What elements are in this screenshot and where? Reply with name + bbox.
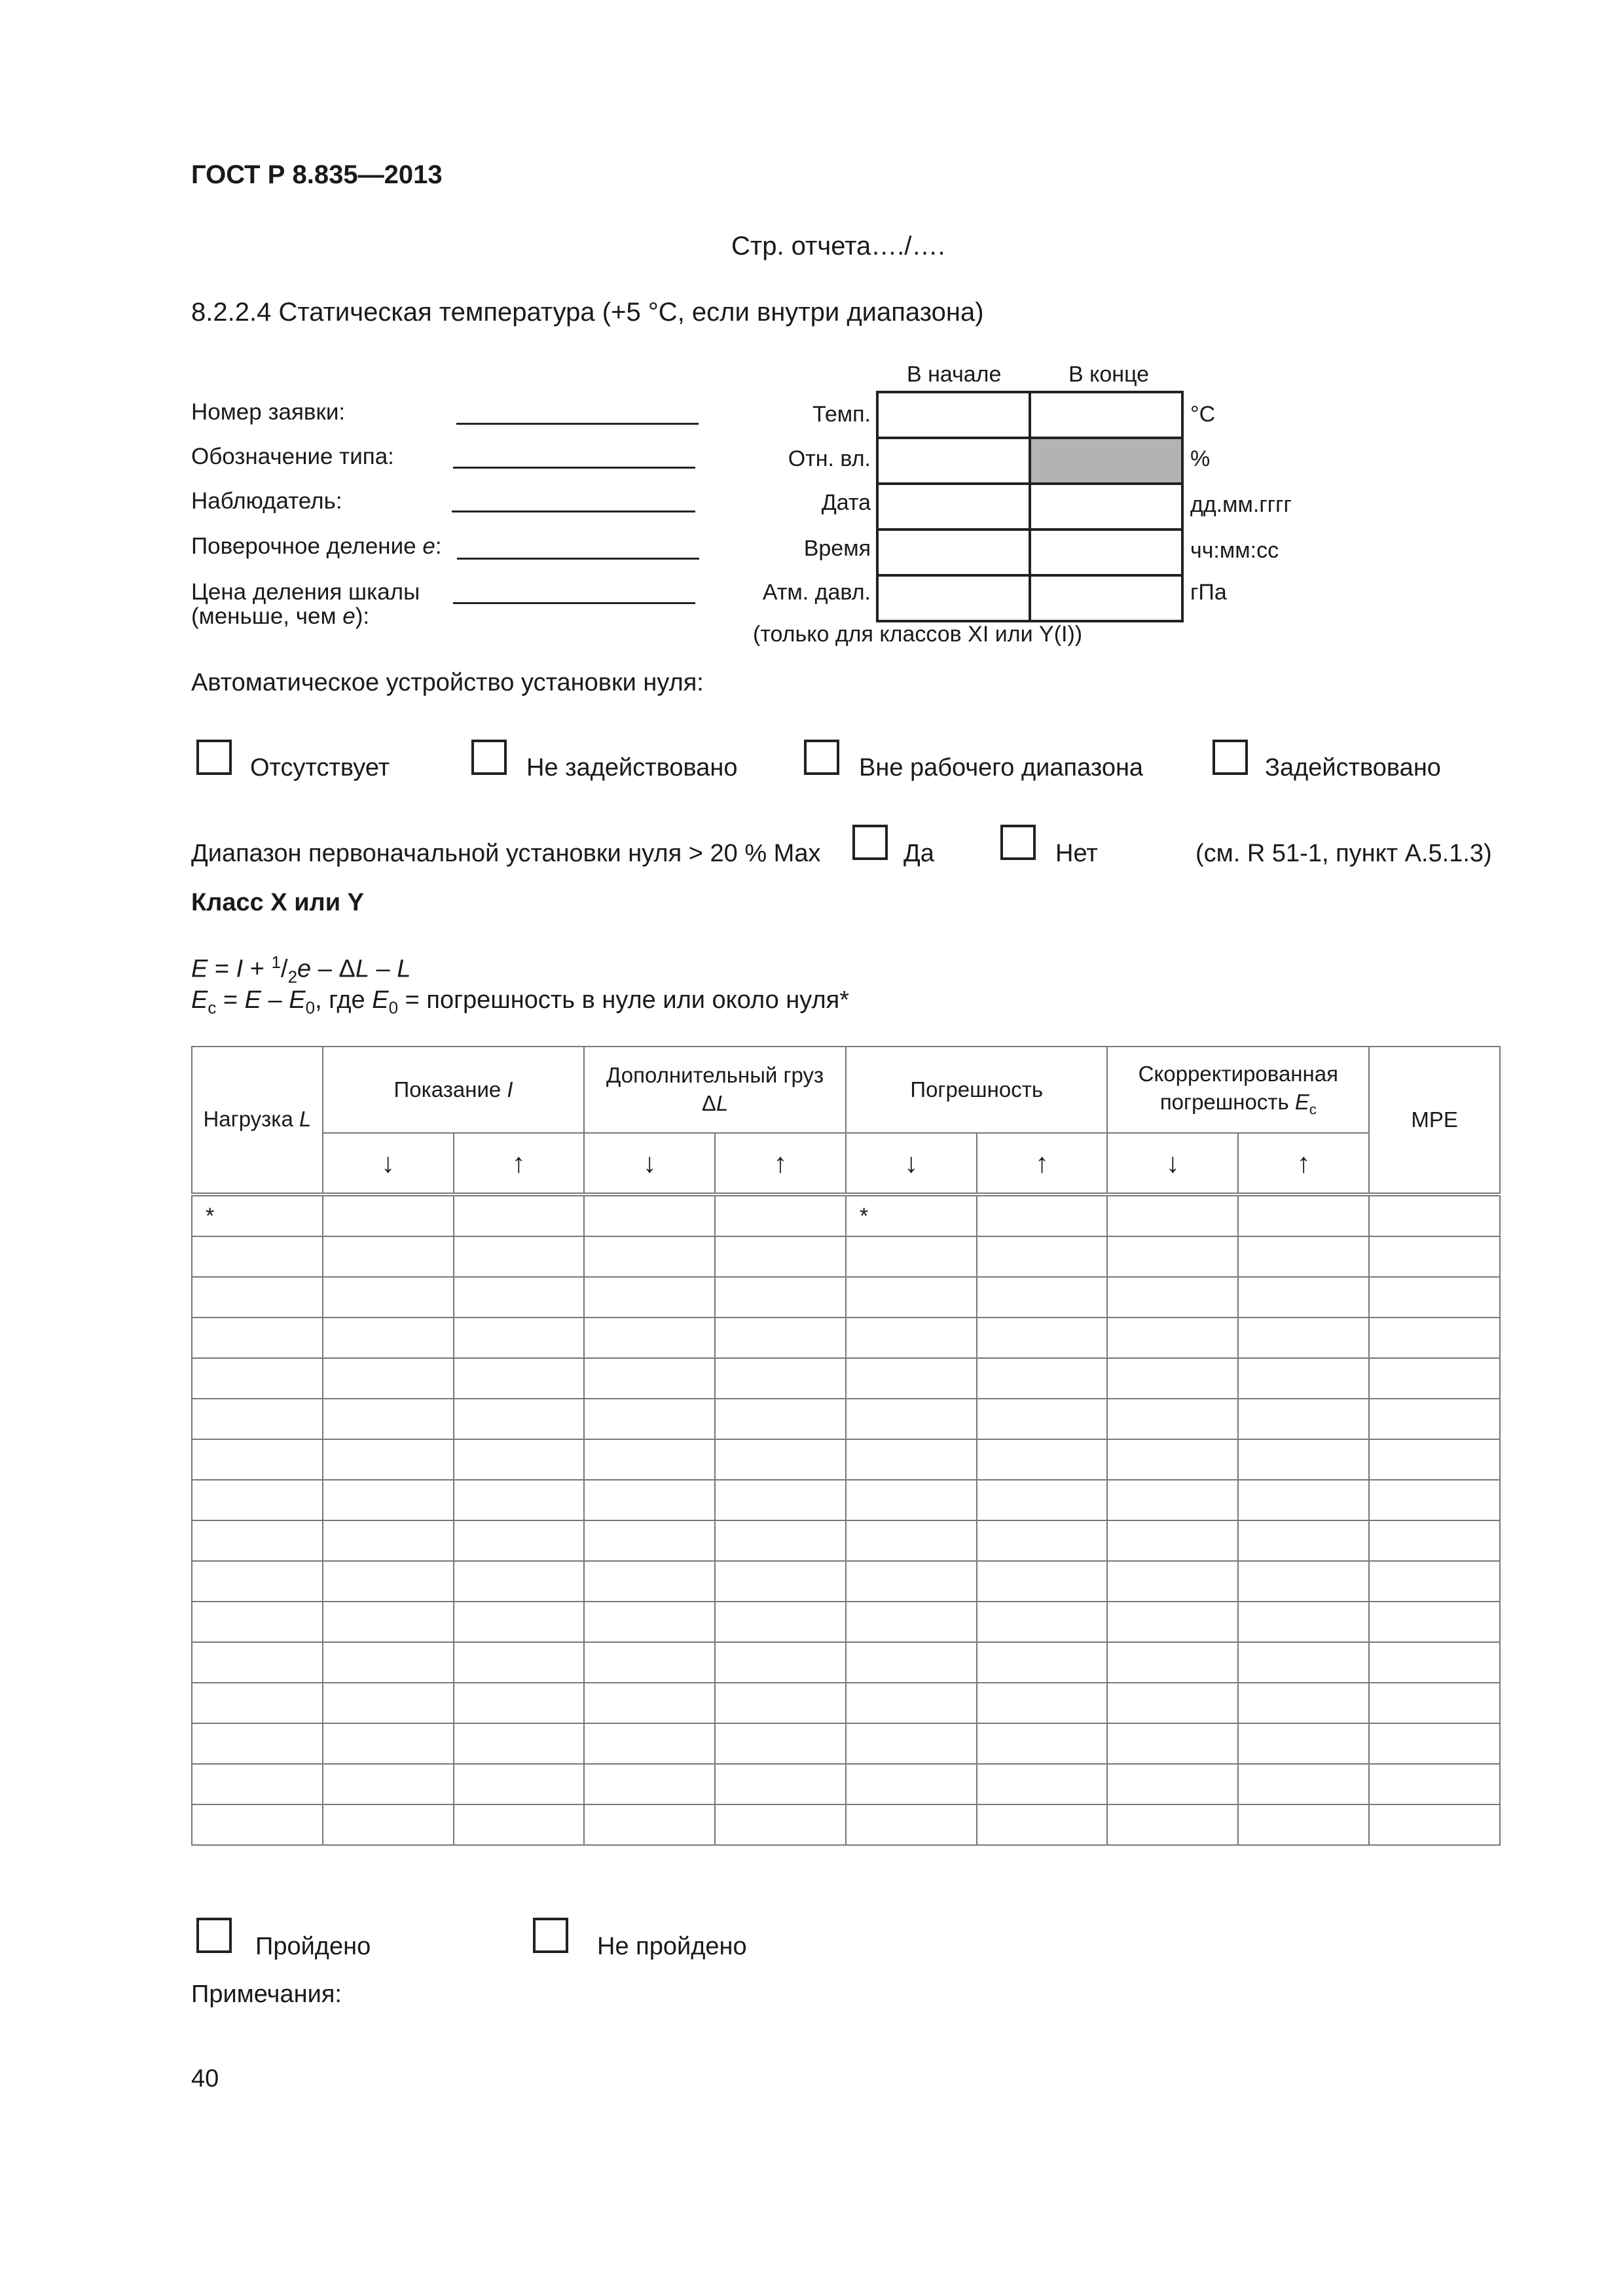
table-row [192,1642,1500,1683]
table-cell[interactable] [1107,1277,1238,1318]
table-cell[interactable] [192,1602,323,1642]
table-cell[interactable] [715,1439,846,1480]
table-cell[interactable] [1238,1561,1369,1602]
table-cell[interactable] [454,1318,585,1358]
table-row [192,1236,1500,1277]
table-cell[interactable] [192,1277,323,1318]
table-cell[interactable] [323,1642,454,1683]
table-cell[interactable] [323,1318,454,1358]
reading-down-arrow: ↓ [323,1133,454,1194]
out-of-range-label: Вне рабочего диапазона [859,754,1144,781]
env-row-label: Дата [821,490,871,515]
table-row [192,1358,1500,1399]
table-cell[interactable] [1238,1194,1369,1236]
table-row [192,1602,1500,1642]
env-unit: чч:мм:сс [1190,538,1279,563]
table-cell[interactable] [1369,1642,1500,1683]
table-cell[interactable] [715,1358,846,1399]
table-cell[interactable] [977,1439,1108,1480]
table-cell[interactable] [323,1480,454,1520]
table-cell[interactable] [1369,1723,1500,1764]
table-cell[interactable] [1369,1764,1500,1804]
table-cell[interactable] [977,1318,1108,1358]
table-cell[interactable] [1238,1642,1369,1683]
scale-division-field[interactable] [453,602,695,604]
temp-end-cell[interactable] [1030,392,1182,438]
table-cell[interactable] [1107,1642,1238,1683]
table-cell[interactable] [977,1561,1108,1602]
table-cell[interactable] [846,1480,977,1520]
table-cell[interactable] [454,1561,585,1602]
standard-header: ГОСТ Р 8.835—2013 [191,160,443,189]
table-cell[interactable] [1369,1602,1500,1642]
env-col-start: В начале [907,362,1002,387]
table-row [192,1683,1500,1723]
col-corrected-error: Скорректированная погрешность $E_c$ [1107,1047,1369,1133]
table-cell[interactable] [1369,1236,1500,1277]
table-cell[interactable] [1238,1764,1369,1804]
humidity-start-cell[interactable] [877,438,1030,484]
table-cell[interactable] [1238,1236,1369,1277]
table-row [192,1561,1500,1602]
table-cell[interactable] [846,1561,977,1602]
table-cell[interactable] [1107,1439,1238,1480]
table-cell[interactable] [977,1358,1108,1399]
application-number-label: Номер заявки: [191,399,346,425]
env-col-end: В конце [1068,362,1150,387]
col-extra-load: Дополнительный груз ΔL [584,1047,846,1133]
table-cell[interactable] [454,1520,585,1561]
table-cell[interactable] [846,1399,977,1439]
corrected-down-arrow: ↓ [1107,1133,1238,1194]
zero-device-title: Автоматическое устройство установки нуля: [191,669,704,696]
time-end-cell[interactable] [1030,529,1182,575]
table-cell[interactable] [1107,1236,1238,1277]
type-designation-field[interactable] [453,467,695,469]
table-cell[interactable] [584,1277,715,1318]
table-cell[interactable] [1238,1480,1369,1520]
table-cell[interactable] [323,1561,454,1602]
env-unit: % [1190,446,1211,471]
table-row [192,1480,1500,1520]
table-cell[interactable] [192,1358,323,1399]
table-cell[interactable] [323,1723,454,1764]
table-cell[interactable] [584,1236,715,1277]
zero-range-no-label: Нет [1055,840,1098,867]
table-cell[interactable] [977,1642,1108,1683]
table-cell[interactable] [454,1804,585,1845]
table-cell[interactable] [1238,1683,1369,1723]
env-row-label: Время [803,536,871,561]
not-engaged-checkbox[interactable] [471,740,507,775]
table-cell[interactable] [192,1683,323,1723]
env-row-label: Отн. вл. [788,446,871,471]
table-cell[interactable] [454,1764,585,1804]
table-cell[interactable] [977,1520,1108,1561]
table-cell[interactable] [1238,1358,1369,1399]
absent-label: Отсутствует [250,754,390,781]
table-cell[interactable] [1369,1194,1500,1236]
table-cell[interactable] [584,1642,715,1683]
table-cell[interactable] [977,1480,1108,1520]
table-cell[interactable] [715,1642,846,1683]
zero-range-no-checkbox[interactable] [1000,825,1036,860]
table-cell[interactable] [584,1723,715,1764]
table-cell[interactable] [1107,1399,1238,1439]
table-cell[interactable] [454,1236,585,1277]
table-cell[interactable] [1238,1439,1369,1480]
table-cell[interactable] [846,1236,977,1277]
table-cell[interactable] [1238,1804,1369,1845]
table-cell[interactable] [584,1399,715,1439]
table-cell[interactable] [1238,1723,1369,1764]
table-cell[interactable] [192,1764,323,1804]
table-cell[interactable] [977,1277,1108,1318]
col-load: Нагрузка L [192,1047,323,1194]
table-cell[interactable] [846,1642,977,1683]
table-row [192,1520,1500,1561]
humidity-end-cell-disabled [1030,438,1182,484]
table-cell[interactable] [715,1602,846,1642]
table-cell[interactable] [977,1683,1108,1723]
table-cell[interactable] [715,1804,846,1845]
table-cell[interactable] [715,1723,846,1764]
table-cell[interactable] [846,1683,977,1723]
table-cell[interactable] [715,1194,846,1236]
table-cell[interactable] [1238,1520,1369,1561]
report-page-reference: Стр. отчета…./…. [731,232,945,260]
zero-range-question: Диапазон первоначальной установки нуля > 20 % Max [191,840,821,867]
table-cell[interactable] [977,1194,1108,1236]
table-cell[interactable] [1369,1480,1500,1520]
table-cell[interactable] [715,1277,846,1318]
table-cell[interactable] [846,1723,977,1764]
zero-range-yes-label: Да [903,840,934,867]
table-cell[interactable] [1107,1318,1238,1358]
table-cell[interactable] [977,1804,1108,1845]
table-cell[interactable] [1238,1318,1369,1358]
table-cell[interactable] [192,1561,323,1602]
table-cell[interactable] [454,1277,585,1318]
date-end-cell[interactable] [1030,484,1182,529]
table-cell[interactable] [584,1318,715,1358]
table-cell[interactable] [1107,1683,1238,1723]
table-cell[interactable] [323,1399,454,1439]
table-cell[interactable] [454,1439,585,1480]
env-unit: °C [1190,402,1216,427]
error-down-arrow: ↓ [846,1133,977,1194]
table-cell[interactable] [977,1764,1108,1804]
formula-corrected-error: $E_c = E - E_0$, где $E_0$ = погрешность в нуле или около нуля* [191,986,849,1018]
not-engaged-label: Не задействовано [526,754,738,781]
table-cell[interactable] [584,1480,715,1520]
table-cell[interactable] [977,1236,1108,1277]
table-cell[interactable] [584,1683,715,1723]
col-error: Погрешность [846,1047,1108,1133]
pressure-start-cell[interactable] [877,575,1030,621]
table-cell[interactable] [1369,1804,1500,1845]
table-cell[interactable] [715,1561,846,1602]
table-cell[interactable] [846,1358,977,1399]
table-cell[interactable] [977,1602,1108,1642]
env-table-note: (только для классов XI или Y(I)) [753,622,1083,647]
table-cell[interactable] [1369,1399,1500,1439]
table-cell[interactable] [323,1520,454,1561]
col-reading: Показание I [323,1047,584,1133]
table-cell[interactable] [323,1358,454,1399]
table-cell[interactable] [846,1602,977,1642]
time-start-cell[interactable] [877,529,1030,575]
table-cell[interactable] [584,1561,715,1602]
table-cell[interactable] [192,1520,323,1561]
table-cell[interactable] [584,1764,715,1804]
table-cell[interactable] [323,1236,454,1277]
type-designation-label: Обозначение типа: [191,444,394,469]
date-start-cell[interactable] [877,484,1030,529]
engaged-checkbox[interactable] [1213,740,1248,775]
table-cell[interactable]: * [846,1194,977,1236]
table-cell[interactable] [715,1318,846,1358]
table-cell[interactable] [192,1399,323,1439]
env-unit: дд.мм.гггг [1190,492,1292,517]
absent-checkbox[interactable] [196,740,232,775]
table-cell[interactable] [715,1764,846,1804]
table-cell[interactable] [454,1602,585,1642]
observer-field[interactable] [452,511,695,512]
table-cell[interactable] [192,1804,323,1845]
table-cell[interactable] [323,1764,454,1804]
table-cell[interactable] [192,1318,323,1358]
table-cell[interactable] [1107,1520,1238,1561]
passed-label: Пройдено [255,1933,371,1960]
temp-start-cell[interactable] [877,392,1030,438]
table-cell[interactable] [323,1804,454,1845]
env-row-label: Атм. давл. [762,580,871,605]
env-row-label: Темп. [812,402,871,427]
table-cell[interactable] [1107,1358,1238,1399]
table-cell[interactable] [192,1439,323,1480]
passed-checkbox[interactable] [196,1918,232,1953]
table-cell[interactable] [1107,1194,1238,1236]
reading-up-arrow: ↑ [454,1133,585,1194]
notes-label: Примечания: [191,1981,342,2008]
verification-division-label: Поверочное деление e: [191,533,442,559]
table-row [192,1723,1500,1764]
table-cell[interactable] [846,1277,977,1318]
table-row [192,1399,1500,1439]
class-heading: Класс X или Y [191,889,364,916]
table-cell[interactable] [323,1683,454,1723]
table-cell[interactable] [454,1683,585,1723]
table-cell[interactable] [1369,1520,1500,1561]
extra-down-arrow: ↓ [584,1133,715,1194]
table-row [192,1804,1500,1845]
table-cell[interactable] [192,1236,323,1277]
table-cell[interactable] [323,1439,454,1480]
table-cell[interactable] [715,1236,846,1277]
measurement-table [191,1046,1501,1846]
table-cell[interactable] [454,1194,585,1236]
col-mpe: MPE [1369,1047,1500,1194]
scale-division-label-line1: Цена деления шкалы [191,579,420,605]
pressure-end-cell[interactable] [1030,575,1182,621]
error-up-arrow: ↑ [977,1133,1108,1194]
scale-division-label-line2: (меньше, чем e): [191,603,370,629]
table-cell[interactable] [584,1358,715,1399]
table-cell[interactable] [846,1804,977,1845]
table-cell[interactable] [846,1520,977,1561]
application-number-field[interactable] [456,423,699,425]
table-cell[interactable] [1369,1683,1500,1723]
table-cell[interactable] [715,1480,846,1520]
table-cell[interactable] [1107,1723,1238,1764]
table-cell[interactable] [584,1602,715,1642]
table-row [192,1194,1500,1236]
table-cell[interactable] [1369,1358,1500,1399]
engaged-label: Задействовано [1265,754,1441,781]
table-cell[interactable] [323,1194,454,1236]
table-cell[interactable] [584,1194,715,1236]
corrected-up-arrow: ↑ [1238,1133,1369,1194]
section-title: 8.2.2.4 Статическая температура (+5 °С, если внутри диапазона) [191,298,984,327]
table-row [192,1764,1500,1804]
table-cell[interactable] [846,1764,977,1804]
out-of-range-checkbox[interactable] [804,740,839,775]
extra-up-arrow: ↑ [715,1133,846,1194]
table-row [192,1277,1500,1318]
env-unit: гПа [1190,580,1227,605]
table-cell[interactable] [454,1358,585,1399]
table-row [192,1439,1500,1480]
table-cell[interactable] [1107,1764,1238,1804]
table-cell[interactable] [192,1480,323,1520]
table-cell[interactable] [1107,1561,1238,1602]
table-cell[interactable] [323,1277,454,1318]
table-cell[interactable] [715,1520,846,1561]
table-cell[interactable] [1107,1804,1238,1845]
table-cell[interactable] [454,1723,585,1764]
table-cell[interactable] [584,1804,715,1845]
table-cell[interactable] [1107,1602,1238,1642]
failed-label: Не пройдено [597,1933,747,1960]
table-cell[interactable] [192,1642,323,1683]
table-cell[interactable] [1238,1399,1369,1439]
page-number: 40 [191,2065,219,2092]
table-cell[interactable] [977,1723,1108,1764]
zero-range-yes-checkbox[interactable] [852,825,888,860]
table-cell[interactable]: * [192,1194,323,1236]
table-row [192,1318,1500,1358]
table-cell[interactable] [715,1683,846,1723]
table-cell[interactable] [584,1439,715,1480]
table-cell[interactable] [454,1399,585,1439]
table-cell[interactable] [1238,1277,1369,1318]
table-cell[interactable] [1369,1318,1500,1358]
table-cell[interactable] [454,1480,585,1520]
verification-division-field[interactable] [457,558,699,560]
formula-error: $E = I + ^1/_2e - \Delta L - L$ [191,952,411,987]
table-cell[interactable] [846,1439,977,1480]
table-cell[interactable] [1238,1602,1369,1642]
table-cell[interactable] [1107,1480,1238,1520]
table-cell[interactable] [192,1723,323,1764]
table-cell[interactable] [584,1520,715,1561]
table-cell[interactable] [715,1399,846,1439]
environment-conditions-table [876,391,1184,622]
table-cell[interactable] [977,1399,1108,1439]
observer-label: Наблюдатель: [191,488,342,514]
failed-checkbox[interactable] [533,1918,568,1953]
table-cell[interactable] [1369,1561,1500,1602]
table-cell[interactable] [1369,1277,1500,1318]
table-cell[interactable] [1369,1439,1500,1480]
table-cell[interactable] [846,1318,977,1358]
table-cell[interactable] [454,1642,585,1683]
zero-range-reference: (см. R 51-1, пункт A.5.1.3) [1195,840,1492,867]
table-cell[interactable] [323,1602,454,1642]
